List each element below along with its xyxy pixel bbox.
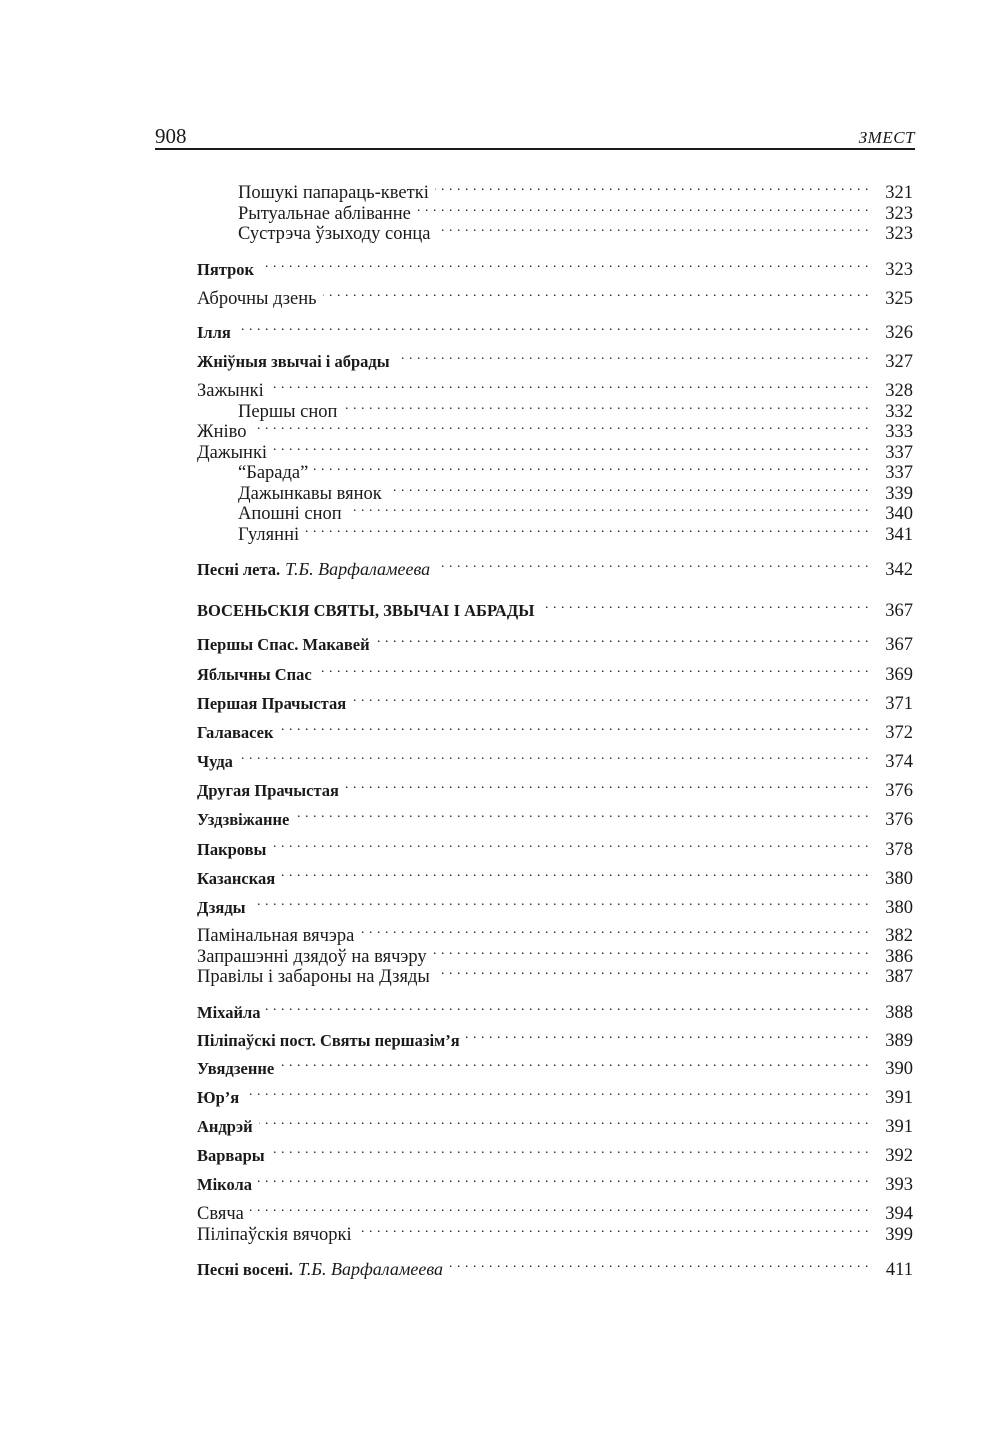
- entry-title-text: Увядзенне: [197, 1059, 275, 1078]
- toc-entry-title: [197, 1224, 352, 1246]
- entry-page-number: 390: [885, 1059, 913, 1079]
- entry-page-number: 380: [885, 898, 913, 918]
- running-head: [155, 124, 915, 150]
- entry-title-text: Дажынкавы вянок: [238, 484, 382, 504]
- toc-entry[interactable]: [197, 374, 913, 401]
- dot-leader: [281, 862, 869, 884]
- entry-page-number: 387: [885, 967, 913, 987]
- toc-entry[interactable]: [197, 960, 913, 987]
- entry-title-text: Гулянні: [238, 525, 300, 545]
- toc-entry-title: [197, 322, 231, 344]
- dot-leader: [436, 553, 869, 575]
- toc-entry-title: [197, 1058, 274, 1080]
- entry-title-text: Пятрок: [197, 260, 255, 279]
- dot-leader: [417, 197, 869, 219]
- dot-leader: [260, 253, 869, 275]
- dot-leader: [396, 345, 869, 367]
- dot-leader: [388, 477, 869, 499]
- toc-entry-title: [197, 1258, 443, 1281]
- entry-page-number: 389: [885, 1031, 913, 1051]
- entry-page-number: 332: [885, 402, 913, 422]
- entry-title-text: Памінальная вячэра: [197, 926, 355, 946]
- toc-entry-title: [197, 664, 312, 686]
- dot-leader: [305, 518, 869, 540]
- dot-leader: [272, 833, 869, 855]
- dot-leader: [259, 1110, 869, 1132]
- entry-page-number: 376: [885, 810, 913, 830]
- toc-entry[interactable]: [197, 996, 913, 1023]
- dot-leader: [279, 716, 869, 738]
- entry-title-text: Правілы і забароны на Дзяды: [197, 967, 430, 987]
- toc-entry-title: [197, 751, 233, 773]
- entry-title-text: Дзяды: [197, 898, 246, 917]
- entry-title-text: Пошукі папараць-кветкі: [238, 183, 429, 203]
- entry-title-text: Пакровы: [197, 840, 267, 859]
- entry-page-number: 388: [885, 1003, 913, 1023]
- entry-page-number: 367: [885, 635, 913, 655]
- toc-entry[interactable]: [197, 1024, 913, 1051]
- entry-title-text: Жніво: [197, 422, 247, 442]
- entry-page-number: 378: [885, 840, 913, 860]
- entry-page-number: 337: [885, 463, 913, 483]
- toc-entry-title: [197, 868, 275, 890]
- entry-title-text: Запрашэнні дзядоў на вячэру: [197, 947, 427, 967]
- entry-title-text: Яблычны Спас: [197, 665, 312, 684]
- entry-title-text: Андрэй: [197, 1117, 253, 1136]
- entry-title-text: Міхайла: [197, 1003, 261, 1022]
- entry-title-text: “Барада”: [238, 463, 309, 483]
- toc-entry[interactable]: [197, 891, 913, 918]
- dot-leader: [436, 960, 869, 982]
- entry-page-number: 342: [885, 560, 913, 580]
- entry-title-text: Галавасек: [197, 723, 274, 742]
- toc-entry[interactable]: [197, 1052, 913, 1079]
- entry-page-number: 391: [885, 1088, 913, 1108]
- entry-page-number: 393: [885, 1175, 913, 1195]
- entry-title-text: Першая Прачыстая: [197, 694, 347, 713]
- entry-page-number: 369: [885, 665, 913, 685]
- dot-leader: [348, 497, 869, 519]
- entry-page-number: 371: [885, 694, 913, 714]
- toc-entry-title: [197, 558, 430, 581]
- toc-entry-title: [197, 259, 254, 281]
- entry-page-number: 333: [885, 422, 913, 442]
- header-rule: [155, 148, 915, 150]
- entry-page-number: 374: [885, 752, 913, 772]
- dot-leader: [258, 1168, 869, 1190]
- toc-entry[interactable]: [197, 253, 913, 280]
- entry-page-number: 341: [885, 525, 913, 545]
- toc-entry[interactable]: [197, 1139, 913, 1166]
- entry-page-number: 386: [885, 947, 913, 967]
- dot-leader: [280, 1052, 869, 1074]
- dot-leader: [436, 217, 869, 239]
- entry-title-text: Юр’я: [197, 1088, 240, 1107]
- entry-title-text: Зажынкі: [197, 381, 264, 401]
- toc-entry[interactable]: [197, 553, 913, 580]
- dot-leader: [270, 374, 869, 396]
- section-title: ЗМЕСТ: [858, 128, 915, 147]
- dot-leader: [314, 456, 869, 478]
- toc-entry[interactable]: [197, 594, 913, 621]
- entry-page-number: 325: [885, 289, 913, 309]
- entry-page-number: 372: [885, 723, 913, 743]
- toc-entry-title: [197, 1145, 265, 1167]
- toc-entry[interactable]: [197, 628, 913, 655]
- dot-leader: [343, 395, 869, 417]
- entry-title-text: Рытуальнае абліванне: [238, 204, 411, 224]
- toc-entry[interactable]: [197, 436, 913, 463]
- entry-title-text: Першы сноп: [238, 402, 338, 422]
- entry-page-number: 391: [885, 1117, 913, 1137]
- dot-leader: [433, 940, 869, 962]
- entry-title-text: Пілiпаўскі пост. Святы першазім’я: [197, 1031, 460, 1050]
- dot-leader: [252, 891, 869, 913]
- entry-title-text: ВОСЕНЬСКІЯ СВЯТЫ, ЗВЫЧАІ І АБРАДЫ: [197, 601, 535, 620]
- dot-leader: [466, 1024, 869, 1046]
- toc-entry-title: [197, 722, 273, 744]
- toc-entry[interactable]: [197, 862, 913, 889]
- entry-page-number: 321: [885, 183, 913, 203]
- toc-entry-title: [197, 600, 534, 622]
- entry-page-number: 323: [885, 204, 913, 224]
- entry-page-number: 399: [885, 1225, 913, 1245]
- toc-entry-title: [197, 1002, 260, 1024]
- toc-entry[interactable]: [197, 687, 913, 714]
- toc-entry-title: [197, 839, 266, 861]
- entry-title-text: Чуда: [197, 752, 233, 771]
- entry-title-text: Аброчны дзень: [197, 289, 317, 309]
- toc-entry-title: [197, 1116, 253, 1138]
- entry-title-text: Апошні сноп: [238, 504, 342, 524]
- toc-entry[interactable]: [197, 803, 913, 830]
- toc-entry-title: [238, 223, 430, 245]
- entry-title-text: Піліпаўскія вячоркі: [197, 1225, 352, 1245]
- toc-entry-title: [197, 351, 390, 373]
- dot-leader: [376, 628, 869, 650]
- toc-entry-title: [197, 897, 246, 919]
- entry-page-number: 382: [885, 926, 913, 946]
- entry-author: Т.Б. Варфаламеева: [285, 559, 431, 579]
- entry-page-number: 337: [885, 443, 913, 463]
- toc-entry[interactable]: [197, 1218, 913, 1245]
- toc-entry[interactable]: [197, 940, 913, 967]
- dot-leader: [266, 996, 869, 1018]
- toc-entry[interactable]: [197, 1197, 913, 1224]
- toc-entry[interactable]: [197, 833, 913, 860]
- toc-entry[interactable]: [238, 395, 913, 422]
- dot-leader: [540, 594, 869, 616]
- dot-leader: [295, 803, 869, 825]
- entry-author: Т.Б. Варфаламеева: [298, 1259, 444, 1279]
- dot-leader: [237, 316, 869, 338]
- page-number: 908: [155, 124, 187, 148]
- entry-title-text: Дажынкі: [197, 443, 268, 463]
- toc-entry[interactable]: [197, 1253, 913, 1280]
- toc-entry[interactable]: [238, 176, 913, 203]
- entry-page-number: 323: [885, 224, 913, 244]
- toc-entry-title: [197, 1174, 252, 1196]
- toc-entry[interactable]: [197, 919, 913, 946]
- toc-entry-title: [197, 693, 346, 715]
- entry-page-number: 394: [885, 1204, 913, 1224]
- toc-entry-title: [197, 809, 289, 831]
- dot-leader: [323, 282, 869, 304]
- entry-title-text: Жніўныя звычаі і абрады: [197, 352, 390, 371]
- toc-entry-title: [197, 1030, 460, 1052]
- entry-title-text: Свяча: [197, 1204, 244, 1224]
- dot-leader: [352, 687, 869, 709]
- toc-entry[interactable]: [197, 1110, 913, 1137]
- entry-title-text: Першы Спас. Макавей: [197, 635, 370, 654]
- toc-entry[interactable]: [197, 774, 913, 801]
- entry-page-number: 328: [885, 381, 913, 401]
- entry-title-text: Песні лета.: [197, 560, 281, 579]
- toc-entry[interactable]: [238, 456, 913, 483]
- toc-entry[interactable]: [238, 518, 913, 545]
- toc-entry[interactable]: [197, 1168, 913, 1195]
- toc-entry[interactable]: [238, 197, 913, 224]
- toc-entry-title: [197, 1087, 239, 1109]
- dot-leader: [435, 176, 869, 198]
- dot-leader: [358, 1218, 869, 1240]
- toc-entry[interactable]: [197, 745, 913, 772]
- toc-entry[interactable]: [238, 477, 913, 504]
- entry-page-number: 380: [885, 869, 913, 889]
- entry-page-number: 411: [885, 1260, 913, 1280]
- toc-entry[interactable]: [197, 316, 913, 343]
- entry-page-number: 326: [885, 323, 913, 343]
- entry-title-text: Уздзвіжанне: [197, 810, 290, 829]
- entry-title-text: Сустрэча ўзыходу сонца: [238, 224, 431, 244]
- entry-page-number: 327: [885, 352, 913, 372]
- dot-leader: [345, 774, 869, 796]
- entry-title-text: Ілля: [197, 323, 231, 342]
- toc-entry[interactable]: [238, 497, 913, 524]
- toc-entry[interactable]: [197, 1081, 913, 1108]
- dot-leader: [360, 919, 869, 941]
- entry-page-number: 340: [885, 504, 913, 524]
- entry-title-text: Песні восені.: [197, 1260, 294, 1279]
- toc-entry[interactable]: [197, 658, 913, 685]
- dot-leader: [250, 1197, 869, 1219]
- toc-entry-title: [197, 966, 430, 988]
- toc-entry-title: [197, 780, 339, 802]
- entry-title-text: Казанская: [197, 869, 276, 888]
- dot-leader: [239, 745, 869, 767]
- dot-leader: [449, 1253, 869, 1275]
- dot-leader: [318, 658, 869, 680]
- toc-entry[interactable]: [197, 415, 913, 442]
- toc-entry-title: [238, 524, 299, 546]
- entry-page-number: 323: [885, 260, 913, 280]
- toc-entry[interactable]: [197, 345, 913, 372]
- entry-title-text: Мікола: [197, 1175, 252, 1194]
- entry-page-number: 339: [885, 484, 913, 504]
- entry-page-number: 367: [885, 601, 913, 621]
- entry-title-text: Другая Прачыстая: [197, 781, 339, 800]
- entry-title-text: Варвары: [197, 1146, 265, 1165]
- toc-entry-title: [197, 634, 370, 656]
- dot-leader: [273, 436, 869, 458]
- toc-entry[interactable]: [197, 716, 913, 743]
- dot-leader: [271, 1139, 869, 1161]
- entry-page-number: 392: [885, 1146, 913, 1166]
- dot-leader: [245, 1081, 869, 1103]
- dot-leader: [252, 415, 869, 437]
- entry-page-number: 376: [885, 781, 913, 801]
- toc-entry-title: [197, 288, 317, 310]
- toc-entry[interactable]: [197, 282, 913, 309]
- toc-entry[interactable]: [238, 217, 913, 244]
